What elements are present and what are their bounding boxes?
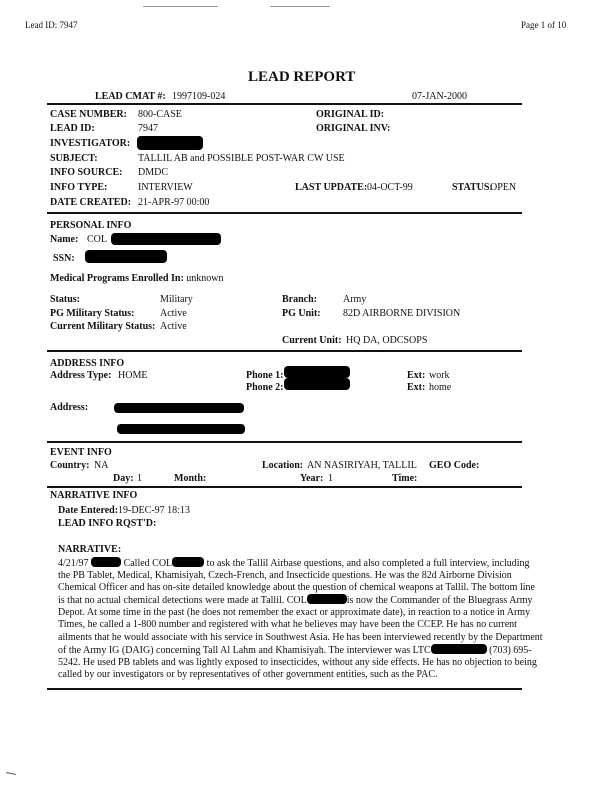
status-mil-value: Military	[160, 294, 193, 305]
redaction-phone2	[284, 378, 350, 390]
case-number-value: 800-CASE	[138, 109, 182, 120]
cmat-label: LEAD CMAT #:	[95, 91, 166, 102]
redaction-address-1	[114, 403, 244, 413]
header-lead-id: Lead ID: 7947	[25, 20, 78, 30]
divider	[47, 441, 522, 443]
narrative-info-heading: NARRATIVE INFO	[50, 490, 138, 501]
report-date: 07-JAN-2000	[412, 91, 467, 102]
divider	[47, 486, 522, 488]
geo-code-label: GEO Code:	[429, 460, 480, 471]
cmat-value: 1997109-024	[172, 91, 226, 102]
phone1-label: Phone 1:	[246, 370, 284, 381]
last-update-label: LAST UPDATE:	[295, 182, 368, 193]
narrative-segment: to ask the Tallil Airbase questions, and also completed a full interview, including the PB Tablet, Medical, Khamisiyah, Czech-French, and Insecticide questions. He was the 82d Airborne Division Chemical Officer and has on-site detailed knowledge about the question of chemical weapons at Tallil. The bottom line is that no actual chemical detections were made at Tallil. COL	[58, 558, 535, 607]
info-type-label: INFO TYPE:	[50, 182, 108, 193]
subject-value: TALLIL AB and POSSIBLE POST-WAR CW USE	[138, 153, 345, 164]
name-prefix: COL	[87, 234, 107, 245]
medical-label: Medical Programs Enrolled In:	[50, 273, 184, 284]
pg-unit-label: PG Unit:	[282, 308, 321, 319]
info-source-label: INFO SOURCE:	[50, 167, 123, 178]
address-label: Address:	[50, 402, 89, 413]
current-unit-value: HQ DA, ODCSOPS	[346, 335, 428, 346]
divider	[47, 350, 522, 352]
narrative-text	[58, 557, 543, 681]
page-title: LEAD REPORT	[248, 69, 356, 85]
year-label: Year:	[300, 473, 324, 484]
time-label: Time:	[392, 473, 418, 484]
address-info-heading: ADDRESS INFO	[50, 358, 125, 369]
redaction-inline	[91, 557, 121, 567]
current-status-label: Current Military Status:	[50, 321, 156, 332]
personal-info-heading: PERSONAL INFO	[50, 220, 132, 231]
page-number: Page 1 of 10	[521, 20, 567, 30]
narrative-heading: NARRATIVE:	[58, 544, 122, 555]
pg-status-label: PG Military Status:	[50, 308, 135, 319]
redaction-inline	[307, 594, 347, 604]
original-id-label: ORIGINAL ID:	[316, 109, 385, 120]
date-entered-label: Date Entered:	[58, 505, 119, 516]
location-value: AN NASIRIYAH, TALLIL	[307, 460, 417, 471]
redaction-inline	[172, 557, 204, 567]
medical-programs	[50, 273, 224, 284]
status-mil-label: Status:	[50, 294, 81, 305]
divider	[47, 103, 522, 105]
case-number-label: CASE NUMBER:	[50, 109, 127, 120]
month-label: Month:	[174, 473, 207, 484]
redaction-ssn	[85, 250, 167, 263]
event-info-heading: EVENT INFO	[50, 447, 112, 458]
location-label: Location:	[262, 460, 304, 471]
country-value: NA	[94, 460, 109, 471]
ext2-value: home	[429, 382, 452, 393]
date-created-value: 21-APR-97 00:00	[138, 197, 210, 208]
date-entered-value: 19-DEC-97 18:13	[118, 505, 190, 516]
ext1-label: Ext:	[407, 370, 426, 381]
day-label: Day:	[113, 473, 134, 484]
redaction-phone1	[284, 366, 350, 378]
scan-mark	[6, 772, 16, 775]
narrative-segment: Called COL	[123, 558, 173, 569]
current-status-value: Active	[160, 321, 187, 332]
narrative-segment: is now the Commander of the Bluegrass Army Depot. At some time in the past (he does not remember the exact or approximate date), in reaction to a notice in Army Times, he called a 1-800 number and registered with what he believes may have been the CCEP. He has no current ailments that he would associate with his service in Southwest Asia. He has been interviewed recently by the Department of the Army IG (DAIG) concerning Tall Al Lahm and Khamisiyah. The interviewer was LTC	[58, 595, 543, 656]
divider	[47, 688, 522, 690]
redaction-name	[111, 233, 221, 245]
lead-id-label: LEAD ID:	[50, 123, 95, 134]
name-label: Name:	[50, 234, 79, 245]
info-type-value: INTERVIEW	[138, 182, 193, 193]
scan-mark	[270, 6, 330, 7]
ext1-value: work	[429, 370, 450, 381]
last-update-value: 04-OCT-99	[367, 182, 413, 193]
branch-label: Branch:	[282, 294, 317, 305]
year-value: 1	[328, 473, 333, 484]
branch-value: Army	[343, 294, 367, 305]
info-source-value: DMDC	[138, 167, 169, 178]
pg-unit-value: 82D AIRBORNE DIVISION	[343, 308, 461, 319]
pg-status-value: Active	[160, 308, 187, 319]
redaction-inline	[431, 644, 487, 654]
investigator-label: INVESTIGATOR:	[50, 138, 131, 149]
redaction-investigator	[137, 136, 203, 150]
subject-label: SUBJECT:	[50, 153, 98, 164]
status-value: OPEN	[490, 182, 517, 193]
divider	[47, 212, 522, 214]
address-type-label: Address Type:	[50, 370, 112, 381]
phone2-label: Phone 2:	[246, 382, 284, 393]
narrative-segment: (703) 695-5242. He used PB tablets and was lightly exposed to insecticides, without any side effects. He has no objection to being called by our investigators or by representatives of other government entities, such as the PAC.	[58, 644, 537, 680]
scan-mark	[143, 6, 218, 7]
original-inv-label: ORIGINAL INV:	[316, 123, 391, 134]
ext2-label: Ext:	[407, 382, 426, 393]
address-type-value: HOME	[118, 370, 148, 381]
medical-value: unknown	[186, 273, 224, 284]
status-label: STATUS:	[452, 182, 493, 193]
redaction-address-2	[117, 424, 245, 434]
country-label: Country:	[50, 460, 90, 471]
lead-info-rqstd-label: LEAD INFO RQST'D:	[58, 518, 157, 529]
lead-id-value: 7947	[138, 123, 158, 134]
narrative-date: 4/21/97	[58, 558, 89, 569]
current-unit-label: Current Unit:	[282, 335, 342, 346]
date-created-label: DATE CREATED:	[50, 197, 132, 208]
ssn-label: SSN:	[53, 253, 75, 264]
day-value: 1	[137, 473, 142, 484]
